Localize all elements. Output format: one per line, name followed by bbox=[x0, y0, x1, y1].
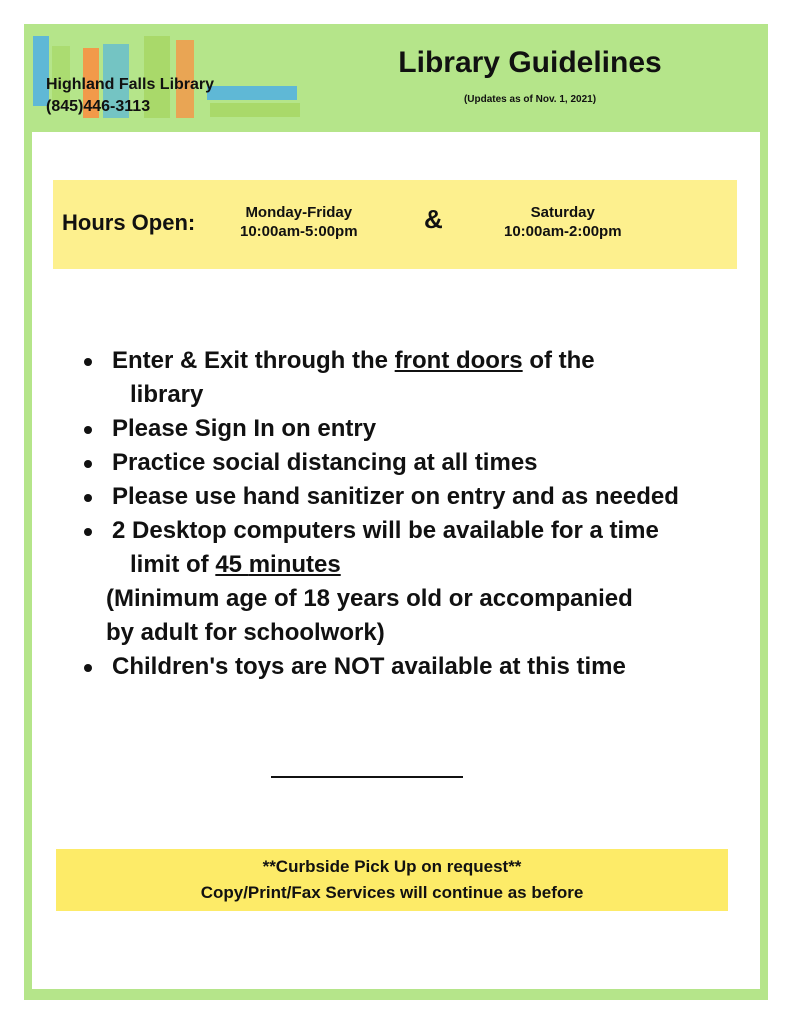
list-item: Children's toys are NOT available at this time bbox=[78, 650, 738, 684]
book-shape bbox=[33, 36, 49, 106]
saturday-hours bbox=[504, 204, 622, 240]
rule-note: (Minimum age of 18 years old or accompanied bbox=[106, 585, 633, 612]
rule-underlined: front doors bbox=[394, 347, 523, 374]
page-title: Library Guidelines bbox=[398, 46, 662, 79]
rule-text: 2 Desktop computers will be available for a time bbox=[112, 517, 659, 544]
rule-note: by adult for schoolwork) bbox=[106, 619, 385, 646]
divider-line bbox=[271, 776, 463, 778]
list-item: Please use hand sanitizer on entry and as needed bbox=[78, 480, 738, 514]
library-phone: (845)446-3113 bbox=[46, 98, 151, 115]
footer-band bbox=[56, 849, 728, 911]
footer-line: **Curbside Pick Up on request** bbox=[262, 857, 522, 876]
rule-text: through the bbox=[248, 347, 395, 374]
library-name: Highland Falls Library bbox=[46, 76, 215, 93]
weekday-days: Monday-Friday bbox=[245, 204, 353, 221]
saturday-time: 10:00am-2:00pm bbox=[504, 223, 622, 240]
weekday-hours bbox=[240, 204, 358, 240]
book-shape bbox=[207, 86, 297, 100]
weekday-time: 10:00am-5:00pm bbox=[240, 223, 358, 240]
list-item bbox=[78, 344, 738, 412]
rule-continuation bbox=[112, 548, 738, 582]
rule-underlined: 45 bbox=[215, 551, 249, 578]
footer-line: Copy/Print/Fax Services will continue as before bbox=[200, 883, 584, 902]
list-item bbox=[78, 514, 738, 650]
list-item: Please Sign In on entry bbox=[78, 412, 738, 446]
update-date: (Updates as of Nov. 1, 2021) bbox=[463, 94, 597, 105]
hours-connector: & bbox=[424, 204, 443, 234]
hours-band bbox=[53, 180, 737, 269]
rule-text: limit of bbox=[130, 551, 216, 578]
rule-continuation: library bbox=[130, 381, 204, 408]
rule-underlined: minutes bbox=[248, 551, 341, 578]
book-shape bbox=[210, 103, 300, 117]
guidelines-list bbox=[78, 344, 738, 684]
saturday-days: Saturday bbox=[530, 204, 595, 221]
rule-emphasis: Enter & Exit bbox=[112, 347, 249, 374]
rule-text: of the bbox=[522, 347, 595, 374]
hours-label: Hours Open: bbox=[62, 210, 196, 235]
list-item: Practice social distancing at all times bbox=[78, 446, 738, 480]
